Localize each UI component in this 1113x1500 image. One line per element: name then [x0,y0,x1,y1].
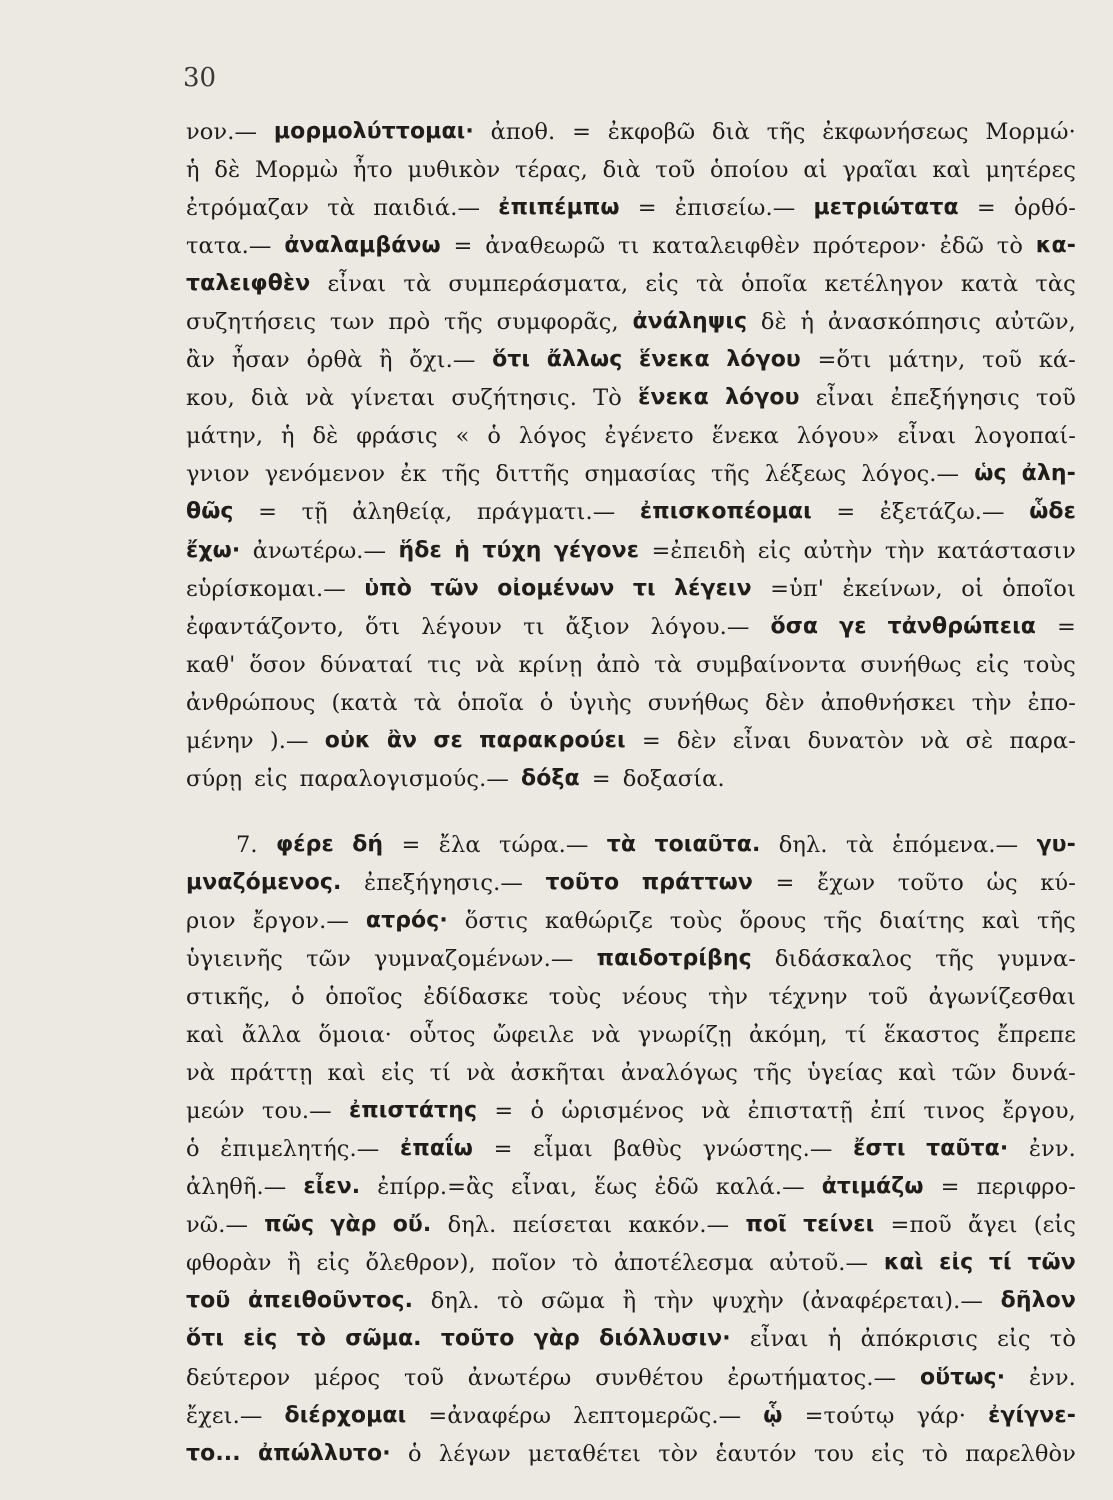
text-line: ταλειφθὲν εἶναι τὰ συμπεράσματα, εἰς τὰ ὁποῖα κετέληγον κατὰ τὰς [186,271,1076,298]
text-line: ἀνθρώπους (κατὰ τὰ ὁποῖα ὁ ὑγιὴς συνήθως δὲν ἀποθνήσκει τὴν ἐπο- [186,689,1076,716]
text-line: ἂν ἦσαν ὀρθὰ ἢ ὄχι.— ὅτι ἄλλως ἕνεκα λόγου =ὅτι μάτην, τοῦ κά- [186,347,1076,374]
text-line: μεών του.— ἐπιστάτης = ὁ ὡρισμένος νὰ ἐπιστατῇ ἐπί τινος ἔργου, [186,1098,1076,1125]
text-line: φθορὰν ἢ εἰς ὄλεθρον), ποῖον τὸ ἀποτέλεσμα αὐτοῦ.— καὶ εἰς τί τῶν [186,1250,1076,1277]
text-line: ὑγιεινῆς τῶν γυμναζομένων.— παιδοτρίβης διδάσκαλος τῆς γυμνα- [186,945,1076,972]
text-line: νον.— μορμολύττομαι· ἀποθ. = ἐκφοβῶ διὰ τῆς ἐκφωνήσεως Μορμώ· [186,119,1076,145]
text-line: μναζόμενος. ἐπεξήγησις.— τοῦτο πράττων = ἔχων τοῦτο ὡς κύ- [186,869,1076,896]
text-line: ἔχω· ἀνωτέρω.— ἥδε ἡ τύχη γέγονε =ἐπειδὴ εἰς αὐτὴν τὴν κατάστασιν [186,537,1076,564]
text-line: ὅτι εἰς τὸ σῶμα. τοῦτο γὰρ διόλλυσιν· εἶναι ἡ ἀπόκρισις εἰς τὸ [186,1326,1076,1353]
paragraph-gap [186,798,1076,826]
text-line: κου, διὰ νὰ γίνεται συζήτησις. Τὸ ἕνεκα λόγου εἶναι ἐπεξήγησις τοῦ [186,385,1076,412]
text-line: ἀληθῆ.— εἶεν. ἐπίρρ.=ἂς εἶναι, ἕως ἐδῶ καλά.— ἀτιμάζω = περιφρο- [186,1174,1076,1201]
commentary-text [186,113,1076,1473]
text-line: ὁ ἐπιμελητής.— ἐπαΐω = εἶμαι βαθὺς γνώστης.— ἔστι ταῦτα· ἐνν. [186,1136,1076,1163]
text-line: τοῦ ἀπειθοῦντος. δηλ. τὸ σῶμα ἢ τὴν ψυχὴν (ἀναφέρεται).— δῆλον [186,1288,1076,1315]
text-line: μάτην, ἡ δὲ φράσις « ὁ λόγος ἐγένετο ἕνεκα λόγου» εἶναι λογοπαί- [186,423,1076,450]
text-line: καὶ ἄλλα ὅμοια· οὗτος ὤφειλε νὰ γνωρίζῃ ἀκόμη, τί ἕκαστος ἔπρεπε [186,1022,1076,1049]
text-line: ἐτρόμαζαν τὰ παιδιά.— ἐπιπέμπω = ἐπισείω.— μετριώτατα = ὀρθό- [186,195,1076,222]
text-line: δεύτερον μέρος τοῦ ἀνωτέρω συνθέτου ἐρωτήματος.— οὕτως· ἐνν. [186,1364,1076,1391]
text-line: τατα.— ἀναλαμβάνω = ἀναθεωρῶ τι καταλειφθὲν πρότερον· ἐδῶ τὸ κα- [186,233,1076,260]
text-line: ἔχει.— διέρχομαι =ἀναφέρω λεπτομερῶς.— ᾧ =τούτῳ γάρ· ἐγίγνε- [186,1402,1076,1429]
text-line: σύρῃ εἰς παραλογισμούς.— δόξα = δοξασία. [186,765,725,792]
text-line: ἐφαντάζοντο, ὅτι λέγουν τι ἄξιον λόγου.— ὅσα γε τἀνθρώπεια = [186,613,1076,640]
text-line: καθ' ὅσον δύναταί τις νὰ κρίνῃ ἀπὸ τὰ συμβαίνοντα συνήθως εἰς τοὺς [186,651,1076,678]
text-line: ριον ἔργον.— ατρός· ὅστις καθώριζε τοὺς ὅρους τῆς διαίτης καὶ τῆς [186,907,1076,934]
text-line: θῶς = τῇ ἀληθείᾳ, πράγματι.— ἐπισκοπέομαι = ἐξετάζω.— ὧδε [186,499,1076,526]
text-line: μένην ).— οὐκ ἂν σε παρακρούει = δὲν εἶναι δυνατὸν νὰ σὲ παρα- [186,727,1076,754]
text-line: συζητήσεις των πρὸ τῆς συμφορᾶς, ἀνάληψις δὲ ἡ ἀνασκόπησις αὐτῶν, [186,309,1076,336]
text-line: νῶ.— πῶς γὰρ οὔ. δηλ. πείσεται κακόν.— ποῖ τείνει =ποῦ ἄγει (εἰς [186,1212,1076,1239]
text-line: το... ἀπώλλυτο· ὁ λέγων μεταθέτει τὸν ἑαυτόν του εἰς τὸ παρελθὸν [186,1440,1076,1467]
text-line: εὑρίσκομαι.— ὑπὸ τῶν οἰομένων τι λέγειν =ὑπ' ἐκείνων, οἱ ὁποῖοι [186,575,1076,602]
text-line: στικῆς, ὁ ὁποῖος ἐδίδασκε τοὺς νέους τὴν τέχνην τοῦ ἀγωνίζεσθαι [186,984,1076,1011]
text-line: νὰ πράττῃ καὶ εἰς τί νὰ ἀσκῆται ἀναλόγως τῆς ὑγείας καὶ τῶν δυνά- [186,1060,1076,1087]
text-line: 7. φέρε δή = ἔλα τώρα.— τὰ τοιαῦτα. δηλ. τὰ ἑπόμενα.— γυ- [236,831,1076,858]
text-line: ἡ δὲ Μορμὼ ἦτο μυθικὸν τέρας, διὰ τοῦ ὁποίου αἱ γραῖαι καὶ μητέρες [186,157,1076,184]
page-number: 30 [183,63,217,93]
text-line: γνιον γενόμενον ἐκ τῆς διττῆς σημασίας τῆς λέξεως λόγος.— ὡς ἀλη- [186,461,1076,488]
